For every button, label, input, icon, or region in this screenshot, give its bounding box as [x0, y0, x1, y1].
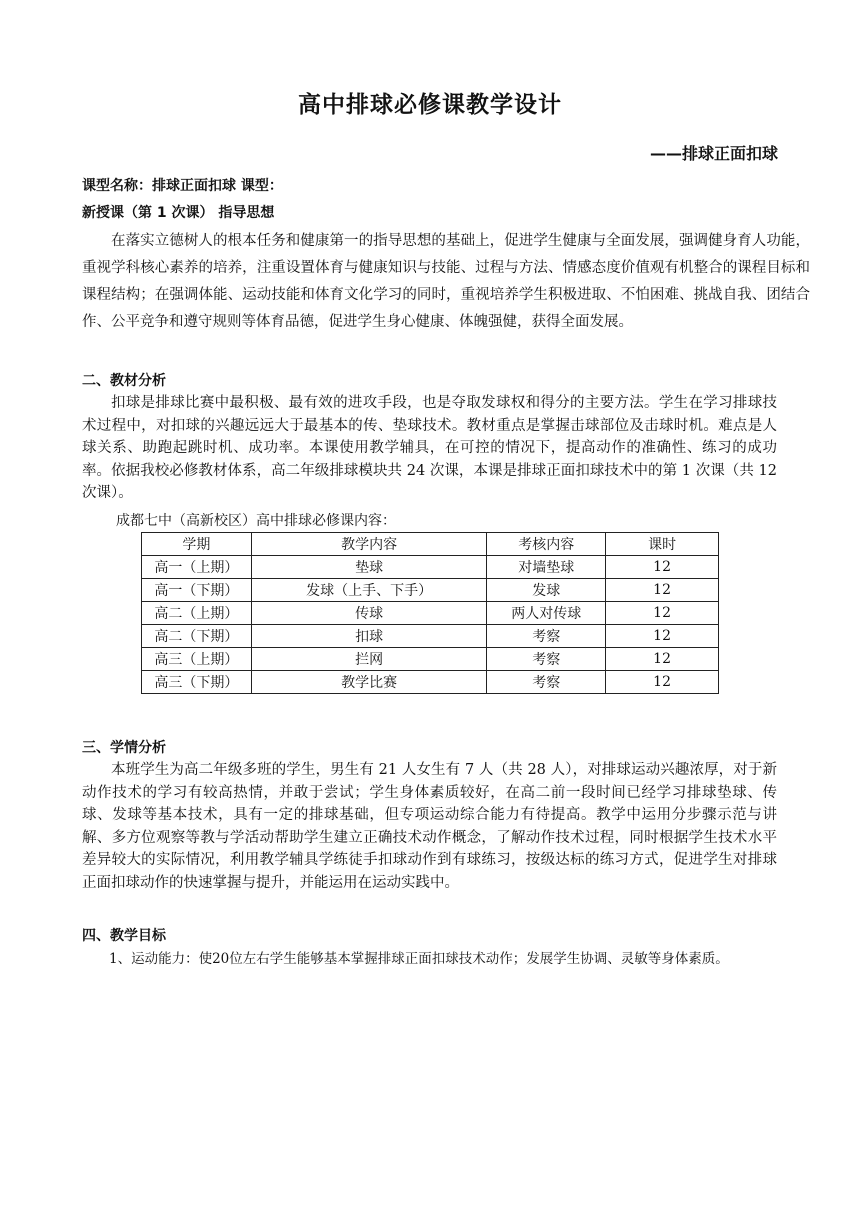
cell-semester: 高二（上期）	[142, 602, 252, 625]
cell-assessment: 发球	[487, 579, 606, 602]
cell-hours: 12	[606, 648, 719, 671]
cell-hours: 12	[606, 602, 719, 625]
cell-content: 拦网	[251, 648, 487, 671]
cell-assessment: 两人对传球	[487, 602, 606, 625]
cell-semester: 高一（上期）	[142, 556, 252, 579]
cell-content: 发球（上手、下手）	[251, 579, 487, 602]
students-paragraph: 本班学生为高二年级多班的学生，男生有 21 人女生有 7 人（共 28 人），对排球运动兴趣浓厚，对于新动作技术的学习有较高热情，并敢于尝试；学生身体素质较好，在高二前一段时间已经学习排球垫球、传球、发球等基本技术，具有一定的排球基础，但专项运动综合能力有待提高。教学中运用分步骤示范与讲解、多方位观察等教与学活动帮助学生建立正确技术动作概念，了解动作技术过程，同时根据学生技术水平差异较大的实际情况，利用教学辅具学练徒手扣球动作到有球练习，按级达标的练习方式，促进学生对排球正面扣球动作的快速掌握与提升，并能运用在运动实践中。	[82, 762, 777, 891]
materials-heading: 二、教材分析	[82, 373, 166, 389]
table-header-row	[142, 533, 719, 556]
document-subtitle: ——排球正面扣球	[649, 144, 778, 163]
cell-assessment: 考察	[487, 625, 606, 648]
students-heading: 三、学情分析	[82, 740, 166, 756]
course-type-line: 课型名称：排球正面扣球 课型：	[82, 178, 283, 194]
header-semester: 学期	[142, 533, 252, 556]
table-row	[142, 671, 719, 694]
header-hours: 课时	[606, 533, 719, 556]
table-row	[142, 579, 719, 602]
cell-hours: 12	[606, 671, 719, 694]
cell-semester: 高三（上期）	[142, 648, 252, 671]
document-title: 高中排球必修课教学设计	[298, 92, 562, 118]
table-row	[142, 625, 719, 648]
curriculum-table	[141, 532, 719, 694]
cell-content: 传球	[251, 602, 487, 625]
cell-hours: 12	[606, 556, 719, 579]
table-row	[142, 648, 719, 671]
cell-assessment: 对墙垫球	[487, 556, 606, 579]
cell-assessment: 考察	[487, 648, 606, 671]
cell-assessment: 考察	[487, 671, 606, 694]
goals-heading: 四、教学目标	[82, 928, 166, 944]
header-content: 教学内容	[251, 533, 487, 556]
cell-semester: 高一（下期）	[142, 579, 252, 602]
goals-paragraph: 1、运动能力：使20位左右学生能够基本掌握排球正面扣球技术动作；发展学生协调、灵敏等身体素质。	[109, 951, 729, 967]
cell-content: 扣球	[251, 625, 487, 648]
table-row	[142, 556, 719, 579]
cell-hours: 12	[606, 579, 719, 602]
cell-semester: 高二（下期）	[142, 625, 252, 648]
cell-hours: 12	[606, 625, 719, 648]
cell-content: 教学比赛	[251, 671, 487, 694]
cell-semester: 高三（下期）	[142, 671, 252, 694]
new-course-line: 新授课（第 1 次课） 指导思想	[82, 205, 275, 221]
cell-content: 垫球	[251, 556, 487, 579]
table-caption: 成都七中（高新校区）高中排球必修课内容：	[116, 513, 396, 529]
materials-paragraph: 扣球是排球比赛中最积极、最有效的进攻手段，也是夺取发球权和得分的主要方法。学生在学习排球技术过程中，对扣球的兴趣远远大于最基本的传、垫球技术。教材重点是掌握击球部位及击球时机。难点是人球关系、助跑起跳时机、成功率。本课使用教学辅具，在可控的情况下，提高动作的准确性、练习的成功率。依据我校必修教材体系，高二年级排球模块共 24 次课，本课是排球正面扣球技术中的第 1 次课（共 12 次课）。	[82, 395, 777, 501]
table-row	[142, 602, 719, 625]
header-assessment: 考核内容	[487, 533, 606, 556]
guiding-ideology-paragraph: 在落实立德树人的根本任务和健康第一的指导思想的基础上，促进学生健康与全面发展，强调健身育人功能，重视学科核心素养的培养，注重设置体育与健康知识与技能、过程与方法、情感态度价值观有机整合的课程目标和课程结构；在强调体能、运动技能和体育文化学习的同时，重视培养学生积极进取、不怕困难、挑战自我、团结合作、公平竞争和遵守规则等体育品德，促进学生身心健康、体魄强健，获得全面发展。	[82, 233, 810, 330]
